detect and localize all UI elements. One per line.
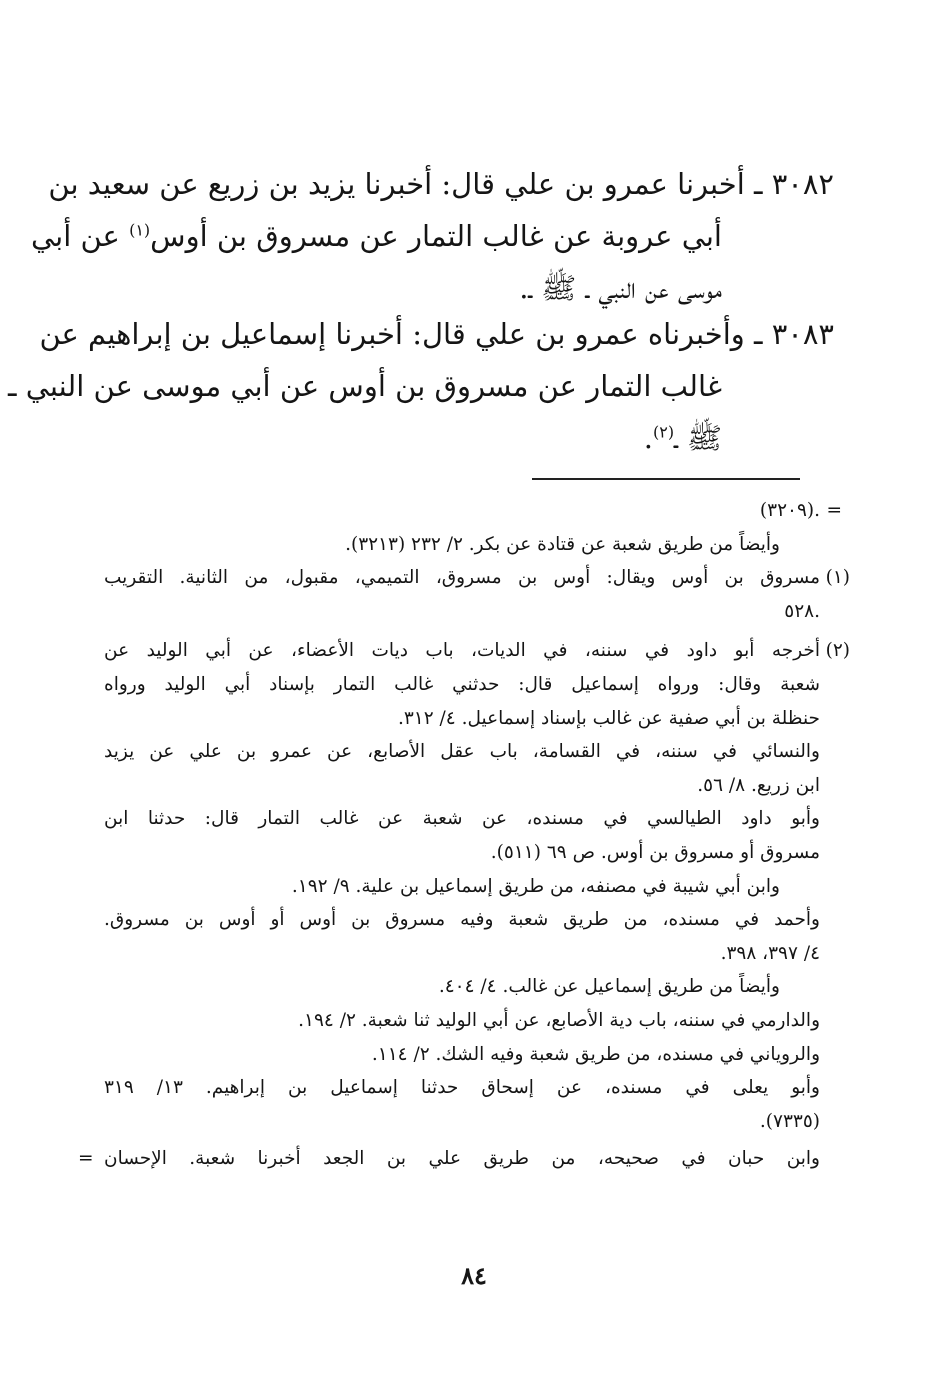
footnote-2-text-16: وابن حبان في صحيحه، من طريق علي بن الجعد أخبرنا شعبة. الإحسان: [104, 1148, 820, 1170]
footnote-2-line-3: حنظلة بن أبي صفية عن غالب بإسناد إسماعيل. ٤/ ٣١٢.: [397, 707, 820, 729]
footnote-2-line-11: وأيضاً من طريق إسماعيل عن غالب. ٤/ ٤٠٤.: [438, 976, 780, 998]
hadith-3082-line-3: موسى عن النبي ـ ﷺ ـ.: [519, 271, 722, 305]
hadith-3083-line-3: [104, 412, 834, 464]
footnote-ref-1[interactable]: (١): [129, 220, 151, 240]
hadith-3082: [30, 158, 834, 314]
footnote-2-line-10: ٤/ ٣٩٧، ٣٩٨.: [720, 942, 820, 964]
footnote-2-line-13: والروياني في مسنده، من طريق شعبة وفيه الشك. ٢/ ١١٤.: [371, 1043, 820, 1065]
hadith-3082-line-2: [30, 210, 834, 262]
footnote-2-text-1: أخرجه أبو داود في سننه، في الديات، باب ديات الأعضاء، عن أبي الوليد عن: [104, 640, 820, 662]
footnote-2-line-1: [104, 634, 850, 668]
footnote-continuation-text-1: .(٣٢٠٩): [759, 500, 820, 521]
footnote-1-line-1: [104, 561, 850, 595]
footnote-continuation-line-1: [104, 494, 842, 528]
footnote-continuation-line-2: وأيضاً من طريق شعبة عن قتادة عن بكر. ٢/ ٢٣٢ (٣٢١٣).: [345, 533, 780, 555]
footnotes: [78, 494, 850, 1176]
hadith-3082-line-2-end: عن أبي: [30, 219, 130, 253]
footnote-2-line-14: وأبو يعلى في مسنده، عن إسحاق حدثنا إسماعيل بن إبراهيم. ١٣/ ٣١٩: [104, 1077, 820, 1099]
hadith-3083: [8, 308, 834, 464]
page-number: ٨٤: [461, 1261, 487, 1290]
footnote-1-text-1: مسروق بن أوس ويقال: أوس بن مسروق، التميمي، مقبول، من الثانية. التقريب: [104, 567, 820, 589]
footnote-2-number: (٢): [825, 640, 850, 662]
footnote-2-line-4: والنسائي في سننه، في القسامة، باب عقل الأصابع، عن عمرو بن علي عن يزيد: [104, 741, 820, 763]
hadith-3083-line-3-text: ﷺ ـ: [674, 421, 722, 455]
footnote-2-line-15: (٧٣٣٥).: [759, 1110, 820, 1132]
footnote-2-line-2: شعبة وقال: ورواه إسماعيل قال: حدثني غالب التمار بإسناد أبي الوليد ورواه: [104, 673, 820, 695]
footnote-2-line-9: وأحمد في مسنده، من طريق شعبة وفيه مسروق بن أوس أو أوس بن مسروق.: [104, 909, 820, 931]
hadith-3083-line-3-end: .: [643, 421, 654, 455]
footnote-2-line-8: وابن أبي شيبة في مصنفه، من طريق إسماعيل بن علية. ٩/ ١٩٢.: [291, 875, 780, 897]
footnote-ref-2[interactable]: (٢): [653, 422, 675, 442]
footnote-2-line-5: ابن زريع. ٨/ ٥٦.: [697, 774, 820, 796]
hadith-3082-line-2-text: أبي عروبة عن غالب التمار عن مسروق بن أوس: [150, 219, 722, 253]
hadith-3083-line-1: ٣٠٨٣ ـ وأخبرناه عمرو بن علي قال: أخبرنا إسماعيل بن إبراهيم عن: [39, 317, 834, 351]
footnote-2-line-12: والدارمي في سننه، باب دية الأصابع، عن أبي الوليد ثنا شعبة. ٢/ ١٩٤.: [298, 1009, 820, 1031]
footnote-2-line-6: وأبو داود الطيالسي في مسنده، عن شعبة عن غالب التمار قال: حدثنا ابن: [104, 808, 820, 830]
hadith-3083-line-2: غالب التمار عن مسروق بن أوس عن أبي موسى عن النبي ـ: [8, 369, 722, 403]
footnote-separator: [532, 478, 800, 480]
footnote-1-number: (١): [825, 567, 850, 589]
continuation-end-marker: =: [78, 1148, 94, 1170]
footnote-1-line-2: .٥٢٨: [784, 600, 820, 622]
footnote-2-line-16: [78, 1142, 820, 1176]
footnote-2-line-7: مسروق أو مسروق بن أوس. ص ٦٩ (٥١١).: [490, 841, 820, 863]
continuation-marker: =: [826, 500, 842, 521]
hadith-3082-line-1: ٣٠٨٢ ـ أخبرنا عمرو بن علي قال: أخبرنا يزيد بن زريع عن سعيد بن: [48, 167, 834, 201]
